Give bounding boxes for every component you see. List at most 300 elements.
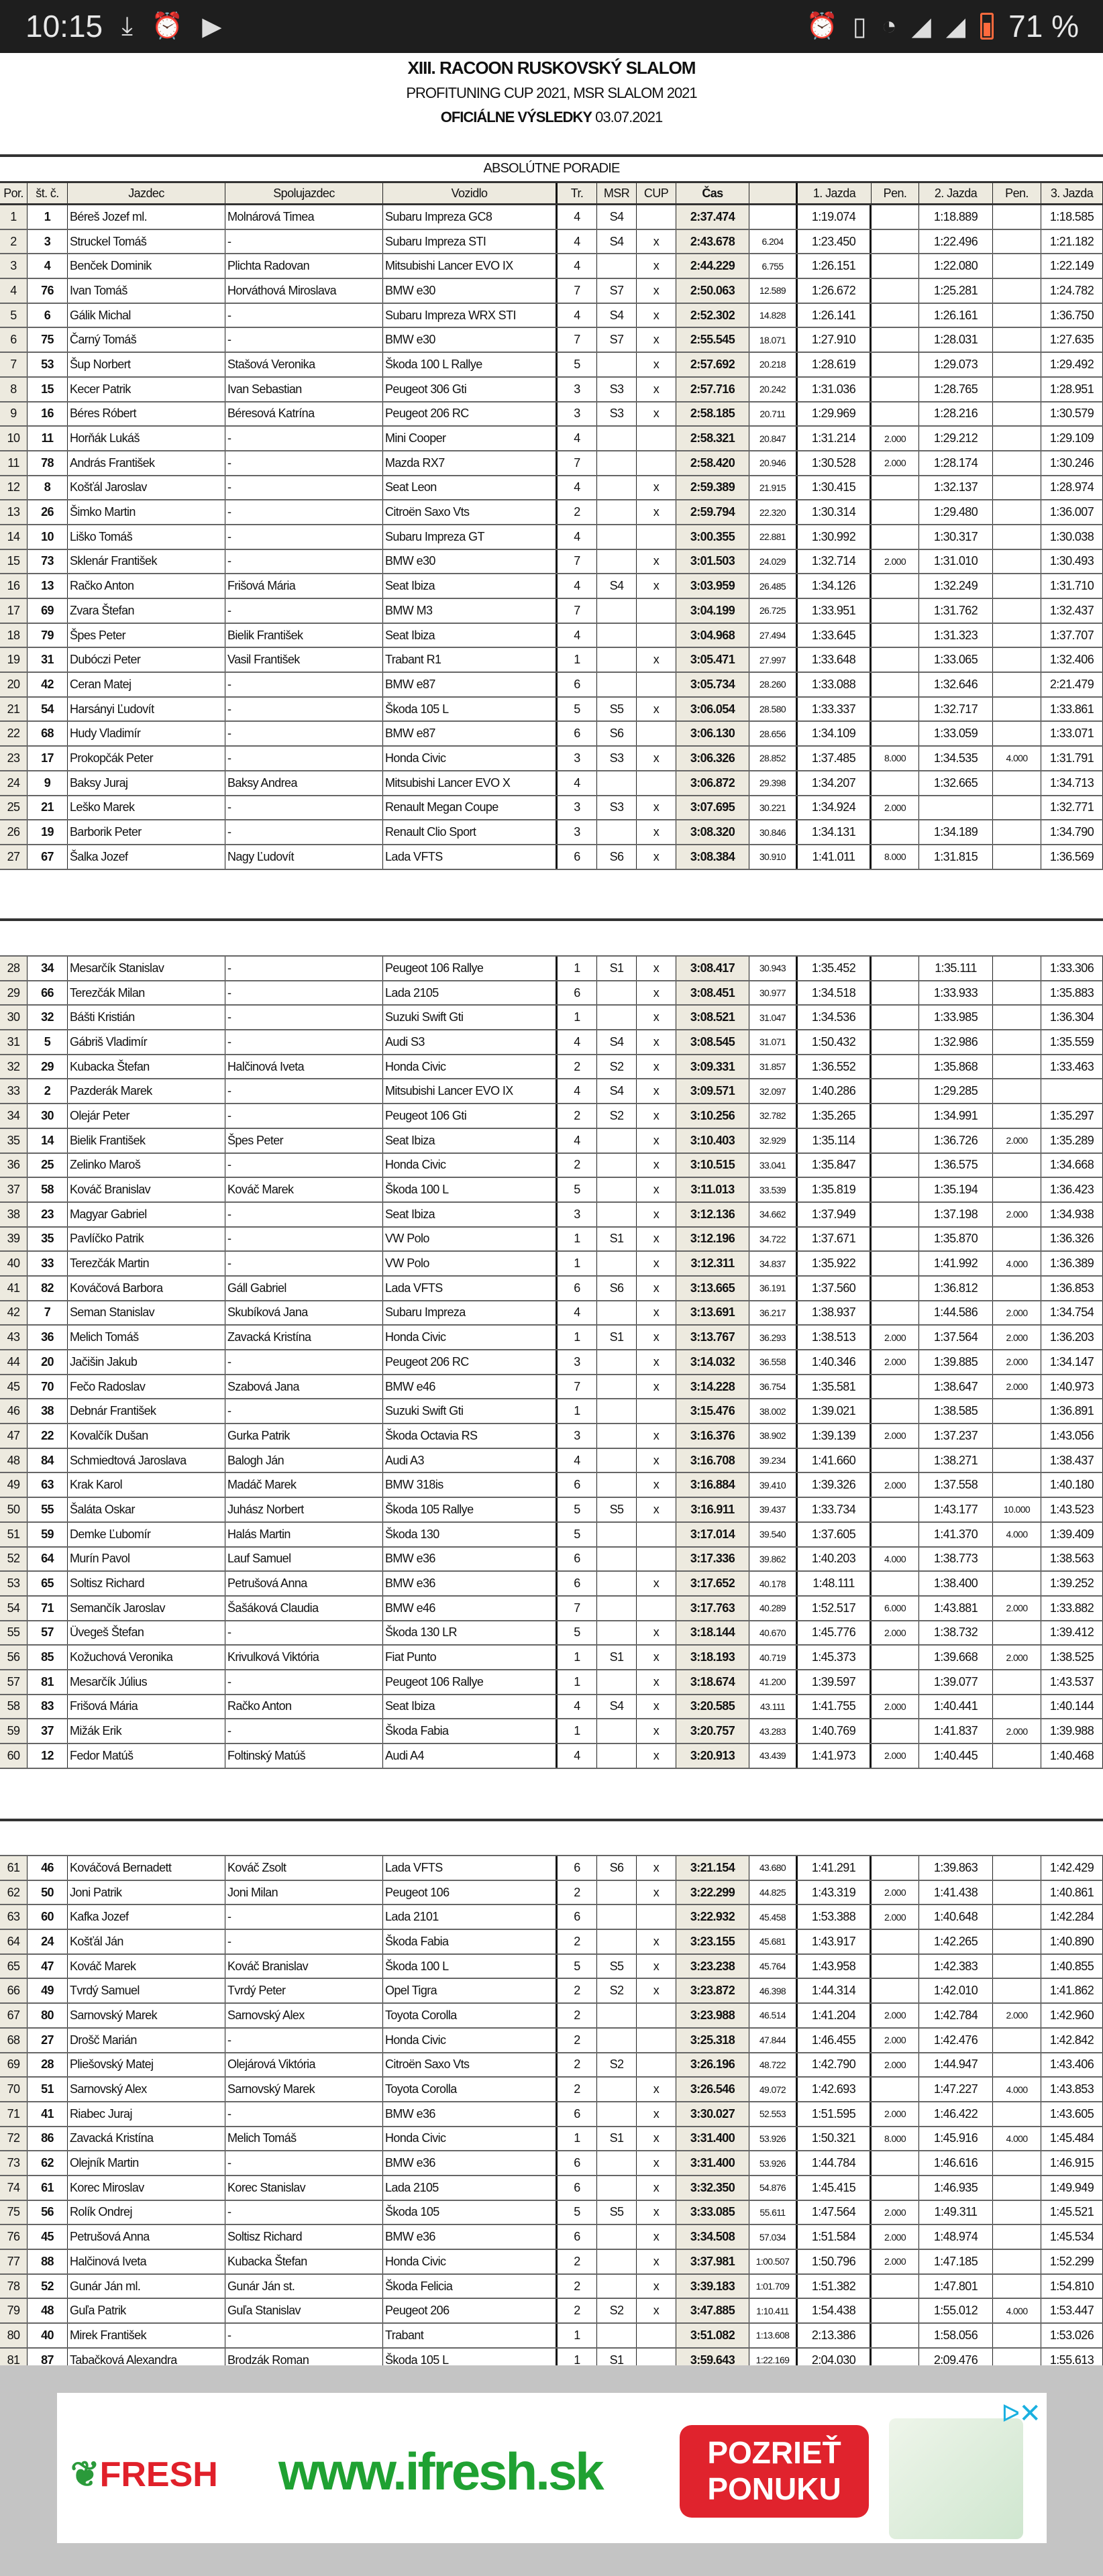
penalty-2-cell — [993, 574, 1041, 598]
position-cell: 15 — [0, 550, 28, 574]
run-3-cell: 1:40.180 — [1041, 1473, 1103, 1497]
start-number-cell: 27 — [28, 2029, 68, 2052]
run-1-cell: 1:42.693 — [798, 2078, 872, 2101]
cup-cell: x — [637, 1375, 676, 1399]
table-row — [0, 1424, 1103, 1449]
run-3-cell: 1:45.534 — [1041, 2225, 1103, 2249]
cup-cell — [637, 673, 676, 696]
start-number-cell: 21 — [28, 796, 68, 820]
start-number-cell: 65 — [28, 1572, 68, 1595]
class-cell: 2 — [558, 1154, 597, 1177]
cup-cell: x — [637, 1930, 676, 1953]
position-cell: 49 — [0, 1473, 28, 1497]
run-2-cell: 1:38.271 — [919, 1449, 993, 1472]
position-cell: 61 — [0, 1856, 28, 1880]
penalty-1-cell — [872, 476, 919, 500]
driver-cell: Mirek František — [68, 2324, 225, 2347]
column-header-vehicle: Vozidlo — [383, 183, 558, 203]
run-2-cell: 1:33.933 — [919, 981, 993, 1005]
status-bar — [0, 0, 1103, 53]
cup-cell: x — [637, 2151, 676, 2175]
run-1-cell: 1:35.819 — [798, 1178, 872, 1201]
gap-cell: 27.997 — [749, 648, 798, 672]
class-cell: 2 — [558, 2004, 597, 2027]
cup-cell: x — [637, 1326, 676, 1349]
penalty-2-cell — [993, 845, 1041, 869]
penalty-1-cell — [872, 1178, 919, 1201]
column-header-msr-class: MSR — [597, 183, 637, 203]
table-row — [0, 722, 1103, 747]
divider — [0, 154, 1103, 157]
table-row — [0, 1597, 1103, 1621]
run-2-cell: 1:31.010 — [919, 550, 993, 574]
run-2-cell: 1:37.198 — [919, 1203, 993, 1226]
position-cell: 68 — [0, 2029, 28, 2052]
total-time-cell: 3:04.968 — [676, 624, 749, 647]
class-cell: 3 — [558, 1203, 597, 1226]
position-cell: 66 — [0, 1979, 28, 2002]
table-row — [0, 2078, 1103, 2102]
gap-cell: 12.589 — [749, 279, 798, 303]
run-1-cell: 1:48.111 — [798, 1572, 872, 1595]
class-cell: 4 — [558, 771, 597, 795]
alarm-icon: ⏰ — [151, 12, 184, 40]
penalty-1-cell — [872, 2299, 919, 2322]
run-2-cell: 1:33.065 — [919, 648, 993, 672]
run-3-cell: 1:36.750 — [1041, 304, 1103, 327]
run-2-cell: 1:47.227 — [919, 2078, 993, 2101]
gap-cell: 43.439 — [749, 1744, 798, 1768]
start-number-cell: 29 — [28, 1055, 68, 1079]
gap-cell: 43.111 — [749, 1695, 798, 1719]
start-number-cell: 13 — [28, 574, 68, 598]
cup-cell — [637, 2349, 676, 2365]
msr-class-cell: S3 — [597, 378, 637, 401]
msr-class-cell: S2 — [597, 1104, 637, 1128]
table-row — [0, 1881, 1103, 1906]
penalty-2-cell — [993, 230, 1041, 254]
class-cell: 2 — [558, 2053, 597, 2077]
total-time-cell: 3:12.136 — [676, 1203, 749, 1226]
run-3-cell: 1:43.406 — [1041, 2053, 1103, 2077]
class-cell: 6 — [558, 722, 597, 745]
penalty-2-cell — [993, 2225, 1041, 2249]
gap-cell: 18.071 — [749, 328, 798, 352]
penalty-1-cell — [872, 328, 919, 352]
gap-cell: 1:13.608 — [749, 2324, 798, 2347]
run-2-cell: 1:49.311 — [919, 2201, 993, 2224]
vehicle-cell: BMW e30 — [383, 279, 558, 303]
gap-cell: 30.846 — [749, 820, 798, 844]
penalty-1-cell — [872, 402, 919, 426]
penalty-2-cell — [993, 427, 1041, 450]
msr-class-cell — [597, 2324, 637, 2347]
table-row — [0, 673, 1103, 698]
total-time-cell: 3:34.508 — [676, 2225, 749, 2249]
cup-cell: x — [637, 254, 676, 278]
start-number-cell: 79 — [28, 624, 68, 647]
vehicle-cell: Toyota Corolla — [383, 2004, 558, 2027]
class-cell: 1 — [558, 1006, 597, 1029]
co-driver-cell: Ivan Sebastian — [225, 378, 383, 401]
penalty-1-cell — [872, 254, 919, 278]
start-number-cell: 57 — [28, 1621, 68, 1645]
driver-cell: Soltisz Richard — [68, 1572, 225, 1595]
msr-class-cell — [597, 1744, 637, 1768]
gap-cell: 36.754 — [749, 1375, 798, 1399]
driver-cell: Gábriš Vladimír — [68, 1030, 225, 1054]
penalty-1-cell — [872, 771, 919, 795]
penalty-1-cell: 2.000 — [872, 1881, 919, 1904]
start-number-cell: 68 — [28, 722, 68, 745]
class-cell: 4 — [558, 230, 597, 254]
class-cell: 6 — [558, 1905, 597, 1929]
driver-cell: Demke Ľubomír — [68, 1523, 225, 1546]
position-cell: 77 — [0, 2250, 28, 2273]
table-row — [0, 1856, 1103, 1881]
penalty-1-cell — [872, 698, 919, 721]
table-row — [0, 500, 1103, 525]
total-time-cell: 3:13.665 — [676, 1277, 749, 1300]
penalty-1-cell — [872, 1979, 919, 2002]
position-cell: 16 — [0, 574, 28, 598]
total-time-cell: 3:51.082 — [676, 2324, 749, 2347]
start-number-cell: 15 — [28, 378, 68, 401]
table-row — [0, 599, 1103, 624]
vehicle-cell: Honda Civic — [383, 2250, 558, 2273]
msr-class-cell — [597, 451, 637, 475]
penalty-2-cell — [993, 1905, 1041, 1929]
class-cell: 4 — [558, 427, 597, 450]
driver-cell: Rolík Ondrej — [68, 2201, 225, 2224]
msr-class-cell — [597, 2275, 637, 2298]
cup-cell: x — [637, 1104, 676, 1128]
position-cell: 51 — [0, 1523, 28, 1546]
gap-cell: 6.204 — [749, 230, 798, 254]
penalty-1-cell — [872, 673, 919, 696]
close-icon[interactable]: ✕ — [1018, 2399, 1041, 2428]
vehicle-cell: Lada VFTS — [383, 1277, 558, 1300]
total-time-cell: 3:18.144 — [676, 1621, 749, 1645]
vehicle-cell: BMW e30 — [383, 328, 558, 352]
penalty-1-cell: 2.000 — [872, 1621, 919, 1645]
run-2-cell: 1:28.031 — [919, 328, 993, 352]
vehicle-cell: Renault Megan Coupe — [383, 796, 558, 820]
msr-class-cell — [597, 1597, 637, 1620]
total-time-cell: 3:31.400 — [676, 2127, 749, 2151]
table-row — [0, 1178, 1103, 1203]
msr-class-cell — [597, 525, 637, 549]
penalty-1-cell — [872, 1523, 919, 1546]
run-1-cell: 1:33.951 — [798, 599, 872, 623]
run-2-cell: 1:58.056 — [919, 2324, 993, 2347]
position-cell: 22 — [0, 722, 28, 745]
position-cell: 30 — [0, 1006, 28, 1029]
table-row — [0, 957, 1103, 981]
total-time-cell: 2:37.474 — [676, 205, 749, 229]
penalty-2-cell — [993, 648, 1041, 672]
penalty-1-cell: 8.000 — [872, 845, 919, 869]
run-3-cell: 1:34.147 — [1041, 1350, 1103, 1374]
signal-icon: ◢ — [911, 12, 931, 41]
driver-cell: Kováč Branislav — [68, 1178, 225, 1201]
class-cell: 3 — [558, 820, 597, 844]
start-number-cell: 76 — [28, 279, 68, 303]
run-3-cell: 1:35.297 — [1041, 1104, 1103, 1128]
cup-cell: x — [637, 1670, 676, 1694]
co-driver-cell: Szabová Jana — [225, 1375, 383, 1399]
co-driver-cell: - — [225, 1905, 383, 1929]
cup-cell: x — [637, 550, 676, 574]
class-cell: 6 — [558, 673, 597, 696]
vehicle-cell: Mitsubishi Lancer EVO IX — [383, 1079, 558, 1103]
penalty-1-cell — [872, 1375, 919, 1399]
class-cell: 4 — [558, 1695, 597, 1719]
position-cell: 26 — [0, 820, 28, 844]
cup-cell: x — [637, 1228, 676, 1251]
position-cell: 42 — [0, 1301, 28, 1325]
gap-cell: 20.218 — [749, 353, 798, 376]
run-2-cell: 1:28.216 — [919, 402, 993, 426]
total-time-cell: 3:21.154 — [676, 1856, 749, 1880]
position-cell: 19 — [0, 648, 28, 672]
driver-cell: Melich Tomáš — [68, 1326, 225, 1349]
run-1-cell: 1:37.485 — [798, 747, 872, 770]
table-row — [0, 820, 1103, 845]
start-number-cell: 6 — [28, 304, 68, 327]
penalty-2-cell — [993, 1670, 1041, 1694]
driver-cell: Kováčová Bernadett — [68, 1856, 225, 1880]
position-cell: 32 — [0, 1055, 28, 1079]
start-number-cell: 88 — [28, 2250, 68, 2273]
run-1-cell: 1:30.314 — [798, 500, 872, 524]
run-1-cell: 1:39.139 — [798, 1424, 872, 1448]
run-2-cell: 1:39.077 — [919, 1670, 993, 1694]
cup-cell — [637, 525, 676, 549]
penalty-1-cell — [872, 378, 919, 401]
start-number-cell: 34 — [28, 957, 68, 980]
run-1-cell: 1:23.450 — [798, 230, 872, 254]
run-3-cell: 1:33.306 — [1041, 957, 1103, 980]
driver-cell: Tvrdý Samuel — [68, 1979, 225, 2002]
penalty-1-cell — [872, 2151, 919, 2175]
penalty-2-cell — [993, 624, 1041, 647]
start-number-cell: 55 — [28, 1498, 68, 1521]
table-row — [0, 1030, 1103, 1055]
table-row — [0, 2275, 1103, 2300]
penalty-1-cell — [872, 1030, 919, 1054]
penalty-1-cell — [872, 2349, 919, 2365]
gap-cell — [749, 205, 798, 229]
run-3-cell: 1:34.713 — [1041, 771, 1103, 795]
start-number-cell: 35 — [28, 1228, 68, 1251]
run-3-cell: 1:43.537 — [1041, 1670, 1103, 1694]
co-driver-cell: Sarnovský Alex — [225, 2004, 383, 2027]
vehicle-cell: Škoda 105 L — [383, 698, 558, 721]
run-3-cell: 1:36.203 — [1041, 1326, 1103, 1349]
vehicle-cell: BMW e87 — [383, 673, 558, 696]
start-number-cell: 5 — [28, 1030, 68, 1054]
run-2-cell: 1:39.668 — [919, 1646, 993, 1669]
position-cell: 62 — [0, 1881, 28, 1904]
cup-cell — [637, 1905, 676, 1929]
run-2-cell: 1:40.648 — [919, 1905, 993, 1929]
msr-class-cell — [597, 771, 637, 795]
run-2-cell: 1:43.881 — [919, 1597, 993, 1620]
position-cell: 9 — [0, 402, 28, 426]
gap-cell: 36.191 — [749, 1277, 798, 1300]
gap-cell: 28.852 — [749, 747, 798, 770]
adchoices-icon[interactable]: ᐅ — [1001, 2400, 1020, 2427]
driver-cell: Kováč Marek — [68, 1955, 225, 1978]
run-3-cell: 1:24.782 — [1041, 279, 1103, 303]
total-time-cell: 3:26.546 — [676, 2078, 749, 2101]
total-time-cell: 3:22.932 — [676, 1905, 749, 1929]
wifi-icon: ◔ — [881, 11, 897, 40]
penalty-2-cell — [993, 1228, 1041, 1251]
gap-cell: 29.398 — [749, 771, 798, 795]
table-row — [0, 747, 1103, 771]
gap-cell: 54.876 — [749, 2176, 798, 2200]
total-time-cell: 3:12.311 — [676, 1252, 749, 1275]
position-cell: 39 — [0, 1228, 28, 1251]
driver-cell: Pavlíčko Patrik — [68, 1228, 225, 1251]
total-time-cell: 3:26.196 — [676, 2053, 749, 2077]
class-cell: 3 — [558, 378, 597, 401]
co-driver-cell: Gunár Ján st. — [225, 2275, 383, 2298]
co-driver-cell: - — [225, 2324, 383, 2347]
run-1-cell: 1:41.755 — [798, 1695, 872, 1719]
run-1-cell: 1:34.126 — [798, 574, 872, 598]
cup-cell: x — [637, 1350, 676, 1374]
vehicle-cell: BMW e36 — [383, 2102, 558, 2126]
penalty-2-cell — [993, 1473, 1041, 1497]
vehicle-cell: Seat Ibiza — [383, 1203, 558, 1226]
penalty-2-cell — [993, 353, 1041, 376]
ad-url[interactable]: www.ifresh.sk — [278, 2442, 602, 2501]
total-time-cell: 3:03.959 — [676, 574, 749, 598]
gap-cell: 38.002 — [749, 1399, 798, 1423]
table-row — [0, 1375, 1103, 1400]
run-2-cell: 1:32.646 — [919, 673, 993, 696]
cup-cell: x — [637, 1473, 676, 1497]
run-2-cell: 1:38.585 — [919, 1399, 993, 1423]
vehicle-cell: Subaru Impreza — [383, 1301, 558, 1325]
run-2-cell: 1:29.073 — [919, 353, 993, 376]
penalty-2-cell — [993, 2176, 1041, 2200]
leaf-icon: ❦ — [70, 2455, 100, 2494]
total-time-cell: 3:16.708 — [676, 1449, 749, 1472]
cup-cell: x — [637, 1881, 676, 1904]
run-2-cell: 1:37.558 — [919, 1473, 993, 1497]
table-row — [0, 698, 1103, 722]
column-header-co-driver: Spolujazdec — [225, 183, 383, 203]
vehicle-cell: Lada VFTS — [383, 1856, 558, 1880]
position-cell: 41 — [0, 1277, 28, 1300]
vehicle-cell: BMW e36 — [383, 1548, 558, 1571]
co-driver-cell: - — [225, 476, 383, 500]
co-driver-cell: - — [225, 722, 383, 745]
gap-cell: 57.034 — [749, 2225, 798, 2249]
vehicle-cell: Mini Cooper — [383, 427, 558, 450]
co-driver-cell: Nagy Ľudovít — [225, 845, 383, 869]
cup-cell — [637, 2029, 676, 2052]
msr-class-cell — [597, 2102, 637, 2126]
penalty-2-cell: 2.000 — [993, 1597, 1041, 1620]
run-2-cell: 1:28.765 — [919, 378, 993, 401]
table-row — [0, 1473, 1103, 1498]
ad-cta-button[interactable] — [680, 2425, 869, 2518]
gap-cell: 40.719 — [749, 1646, 798, 1669]
run-1-cell: 1:40.769 — [798, 1719, 872, 1743]
column-header-run-3: 3. Jazda — [1041, 183, 1103, 203]
penalty-1-cell: 2.000 — [872, 550, 919, 574]
driver-cell: Račko Anton — [68, 574, 225, 598]
table-row — [0, 205, 1103, 230]
cup-cell: x — [637, 2102, 676, 2126]
driver-cell: Sklenár František — [68, 550, 225, 574]
position-cell: 74 — [0, 2176, 28, 2200]
total-time-cell: 3:18.674 — [676, 1670, 749, 1694]
penalty-2-cell — [993, 1154, 1041, 1177]
gap-cell: 22.320 — [749, 500, 798, 524]
total-time-cell: 3:17.336 — [676, 1548, 749, 1571]
co-driver-cell: - — [225, 957, 383, 980]
start-number-cell: 25 — [28, 1154, 68, 1177]
class-cell: 7 — [558, 1597, 597, 1620]
total-time-cell: 3:23.238 — [676, 1955, 749, 1978]
msr-class-cell — [597, 1905, 637, 1929]
gap-cell: 31.857 — [749, 1055, 798, 1079]
class-cell: 4 — [558, 205, 597, 229]
run-2-cell: 1:55.012 — [919, 2299, 993, 2322]
class-cell: 4 — [558, 1449, 597, 1472]
download-icon: ⤓ — [121, 11, 133, 40]
run-3-cell: 1:42.960 — [1041, 2004, 1103, 2027]
total-time-cell: 2:57.692 — [676, 353, 749, 376]
vehicle-cell: Škoda Fabia — [383, 1719, 558, 1743]
msr-class-cell — [597, 599, 637, 623]
driver-cell: Sarnovský Alex — [68, 2078, 225, 2101]
ad-banner[interactable] — [57, 2393, 1047, 2543]
start-number-cell: 2 — [28, 1079, 68, 1103]
position-cell: 73 — [0, 2151, 28, 2175]
run-3-cell: 1:45.484 — [1041, 2127, 1103, 2151]
run-2-cell: 1:47.801 — [919, 2275, 993, 2298]
table-row — [0, 230, 1103, 255]
driver-cell: Guľa Patrik — [68, 2299, 225, 2322]
gap-cell: 46.398 — [749, 1979, 798, 2002]
class-cell: 7 — [558, 550, 597, 574]
class-cell: 2 — [558, 500, 597, 524]
run-1-cell: 1:43.917 — [798, 1930, 872, 1953]
msr-class-cell: S1 — [597, 1646, 637, 1669]
run-2-cell: 1:41.370 — [919, 1523, 993, 1546]
penalty-2-cell — [993, 2053, 1041, 2077]
msr-class-cell — [597, 1350, 637, 1374]
start-number-cell: 4 — [28, 254, 68, 278]
start-number-cell: 53 — [28, 353, 68, 376]
msr-class-cell: S1 — [597, 2349, 637, 2365]
driver-cell: Horňák Lukáš — [68, 427, 225, 450]
run-3-cell: 1:43.056 — [1041, 1424, 1103, 1448]
start-number-cell: 56 — [28, 2201, 68, 2224]
run-2-cell: 1:32.249 — [919, 574, 993, 598]
gap-cell: 43.680 — [749, 1856, 798, 1880]
run-1-cell: 2:13.386 — [798, 2324, 872, 2347]
driver-cell: Košťál Ján — [68, 1930, 225, 1953]
column-header-penalty-2: Pen. — [993, 183, 1041, 203]
